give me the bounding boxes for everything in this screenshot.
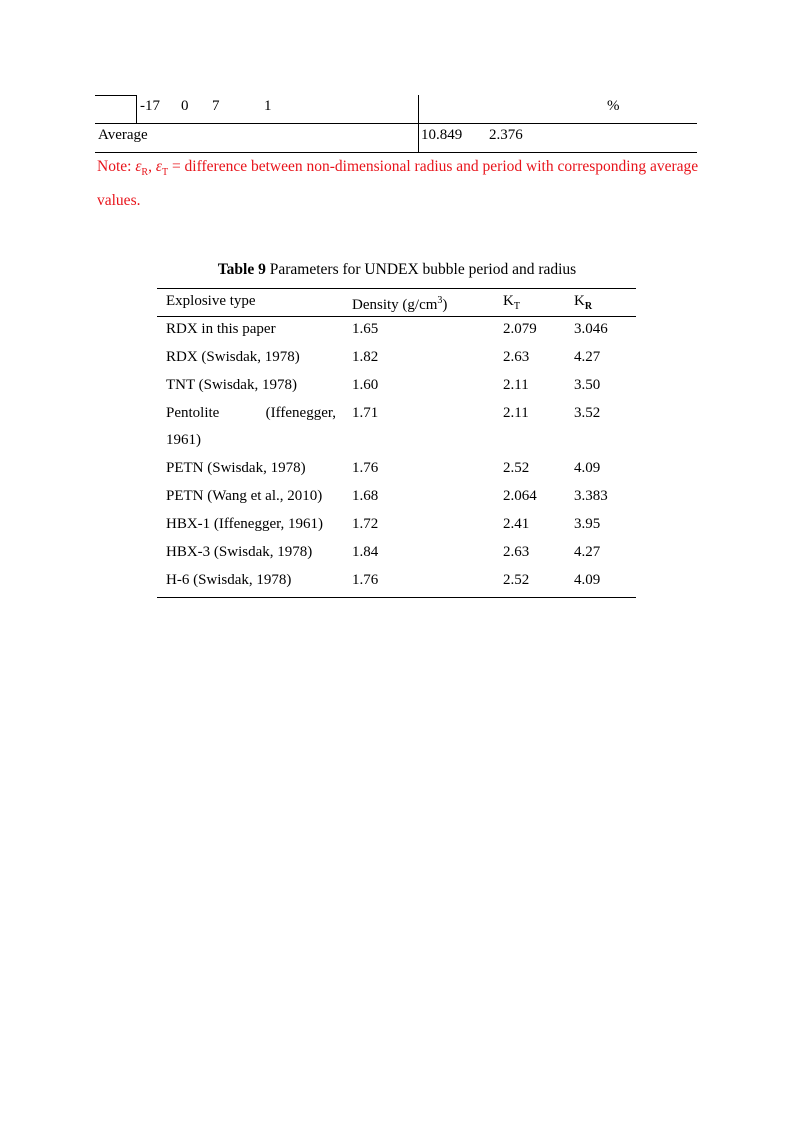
cell-type: RDX (Swisdak, 1978)	[166, 349, 300, 365]
cell-kr: 4.09	[574, 572, 601, 588]
cell-kr: 4.27	[574, 544, 601, 560]
cell-kr: 3.046	[574, 321, 608, 337]
cell-density: 1.68	[352, 488, 379, 504]
cell-density: 1.76	[352, 572, 379, 588]
cell-kt: 2.41	[503, 516, 530, 532]
table-note: Note: $\varepsilon_R$, $\varepsilon_T$ = difference between non-dimensional radius and period with corresponding average values.	[97, 158, 699, 210]
fragment-cell-1: -17	[140, 98, 160, 114]
header-explosive-type: Explosive type	[166, 293, 256, 309]
average-value-2: 2.376	[489, 127, 523, 143]
header-kt: $K_T$	[503, 293, 520, 312]
cell-type: TNT (Swisdak, 1978)	[166, 377, 297, 393]
cell-type: Pentolite (Iffenegger,	[166, 405, 336, 421]
fragment-cell-2: 0	[181, 98, 189, 114]
cell-density: 1.72	[352, 516, 379, 532]
table-bottom-rule	[157, 597, 636, 598]
fragment-left-rule	[136, 95, 137, 123]
fragment-cell-3: 7	[212, 98, 220, 114]
cell-density: 1.76	[352, 460, 379, 476]
fragment-cell-5: %	[607, 98, 620, 114]
average-value-1: 10.849	[421, 127, 463, 143]
cell-density: 1.84	[352, 544, 379, 560]
cell-kt: 2.63	[503, 544, 530, 560]
fragment-cell-4: 1	[264, 98, 272, 114]
fragment-row-rule-1	[95, 95, 136, 96]
cell-kr: 3.95	[574, 516, 601, 532]
cell-kt: 2.52	[503, 572, 530, 588]
cell-kr: 3.383	[574, 488, 608, 504]
header-kr: $K_R$	[574, 293, 593, 312]
average-label: Average	[98, 127, 148, 143]
cell-kt: 2.11	[503, 377, 529, 393]
cell-density: 1.82	[352, 349, 379, 365]
cell-kr: 3.52	[574, 405, 601, 421]
cell-density: 1.65	[352, 321, 379, 337]
table-caption: Table 9 Parameters for UNDEX bubble period and radius	[217, 261, 577, 278]
cell-type: HBX-1 (Iffenegger, 1961)	[166, 516, 323, 532]
cell-kt: 2.064	[503, 488, 537, 504]
epsilon-symbol: ε	[155, 158, 162, 175]
cell-kt: 2.11	[503, 405, 529, 421]
header-density: Density $(g/cm^3)$	[352, 295, 448, 313]
table-top-rule	[157, 288, 636, 289]
cell-type: HBX-3 (Swisdak, 1978)	[166, 544, 313, 560]
fragment-row-rule-2	[95, 123, 697, 124]
cell-kr: 3.50	[574, 377, 601, 393]
cell-type: H-6 (Swisdak, 1978)	[166, 572, 292, 588]
table-header-rule	[157, 316, 636, 317]
cell-type-continued: 1961)	[166, 432, 201, 448]
cell-kr: 4.27	[574, 349, 601, 365]
epsilon-symbol: ε	[135, 158, 142, 175]
cell-kt: 2.63	[503, 349, 530, 365]
cell-kr: 4.09	[574, 460, 601, 476]
cell-type: PETN (Swisdak, 1978)	[166, 460, 306, 476]
cell-density: 1.60	[352, 377, 379, 393]
cell-kt: 2.52	[503, 460, 530, 476]
cell-type: PETN (Wang et al., 2010)	[166, 488, 323, 504]
cell-type: RDX in this paper	[166, 321, 276, 337]
cell-density: 1.71	[352, 405, 379, 421]
cell-kt: 2.079	[503, 321, 537, 337]
